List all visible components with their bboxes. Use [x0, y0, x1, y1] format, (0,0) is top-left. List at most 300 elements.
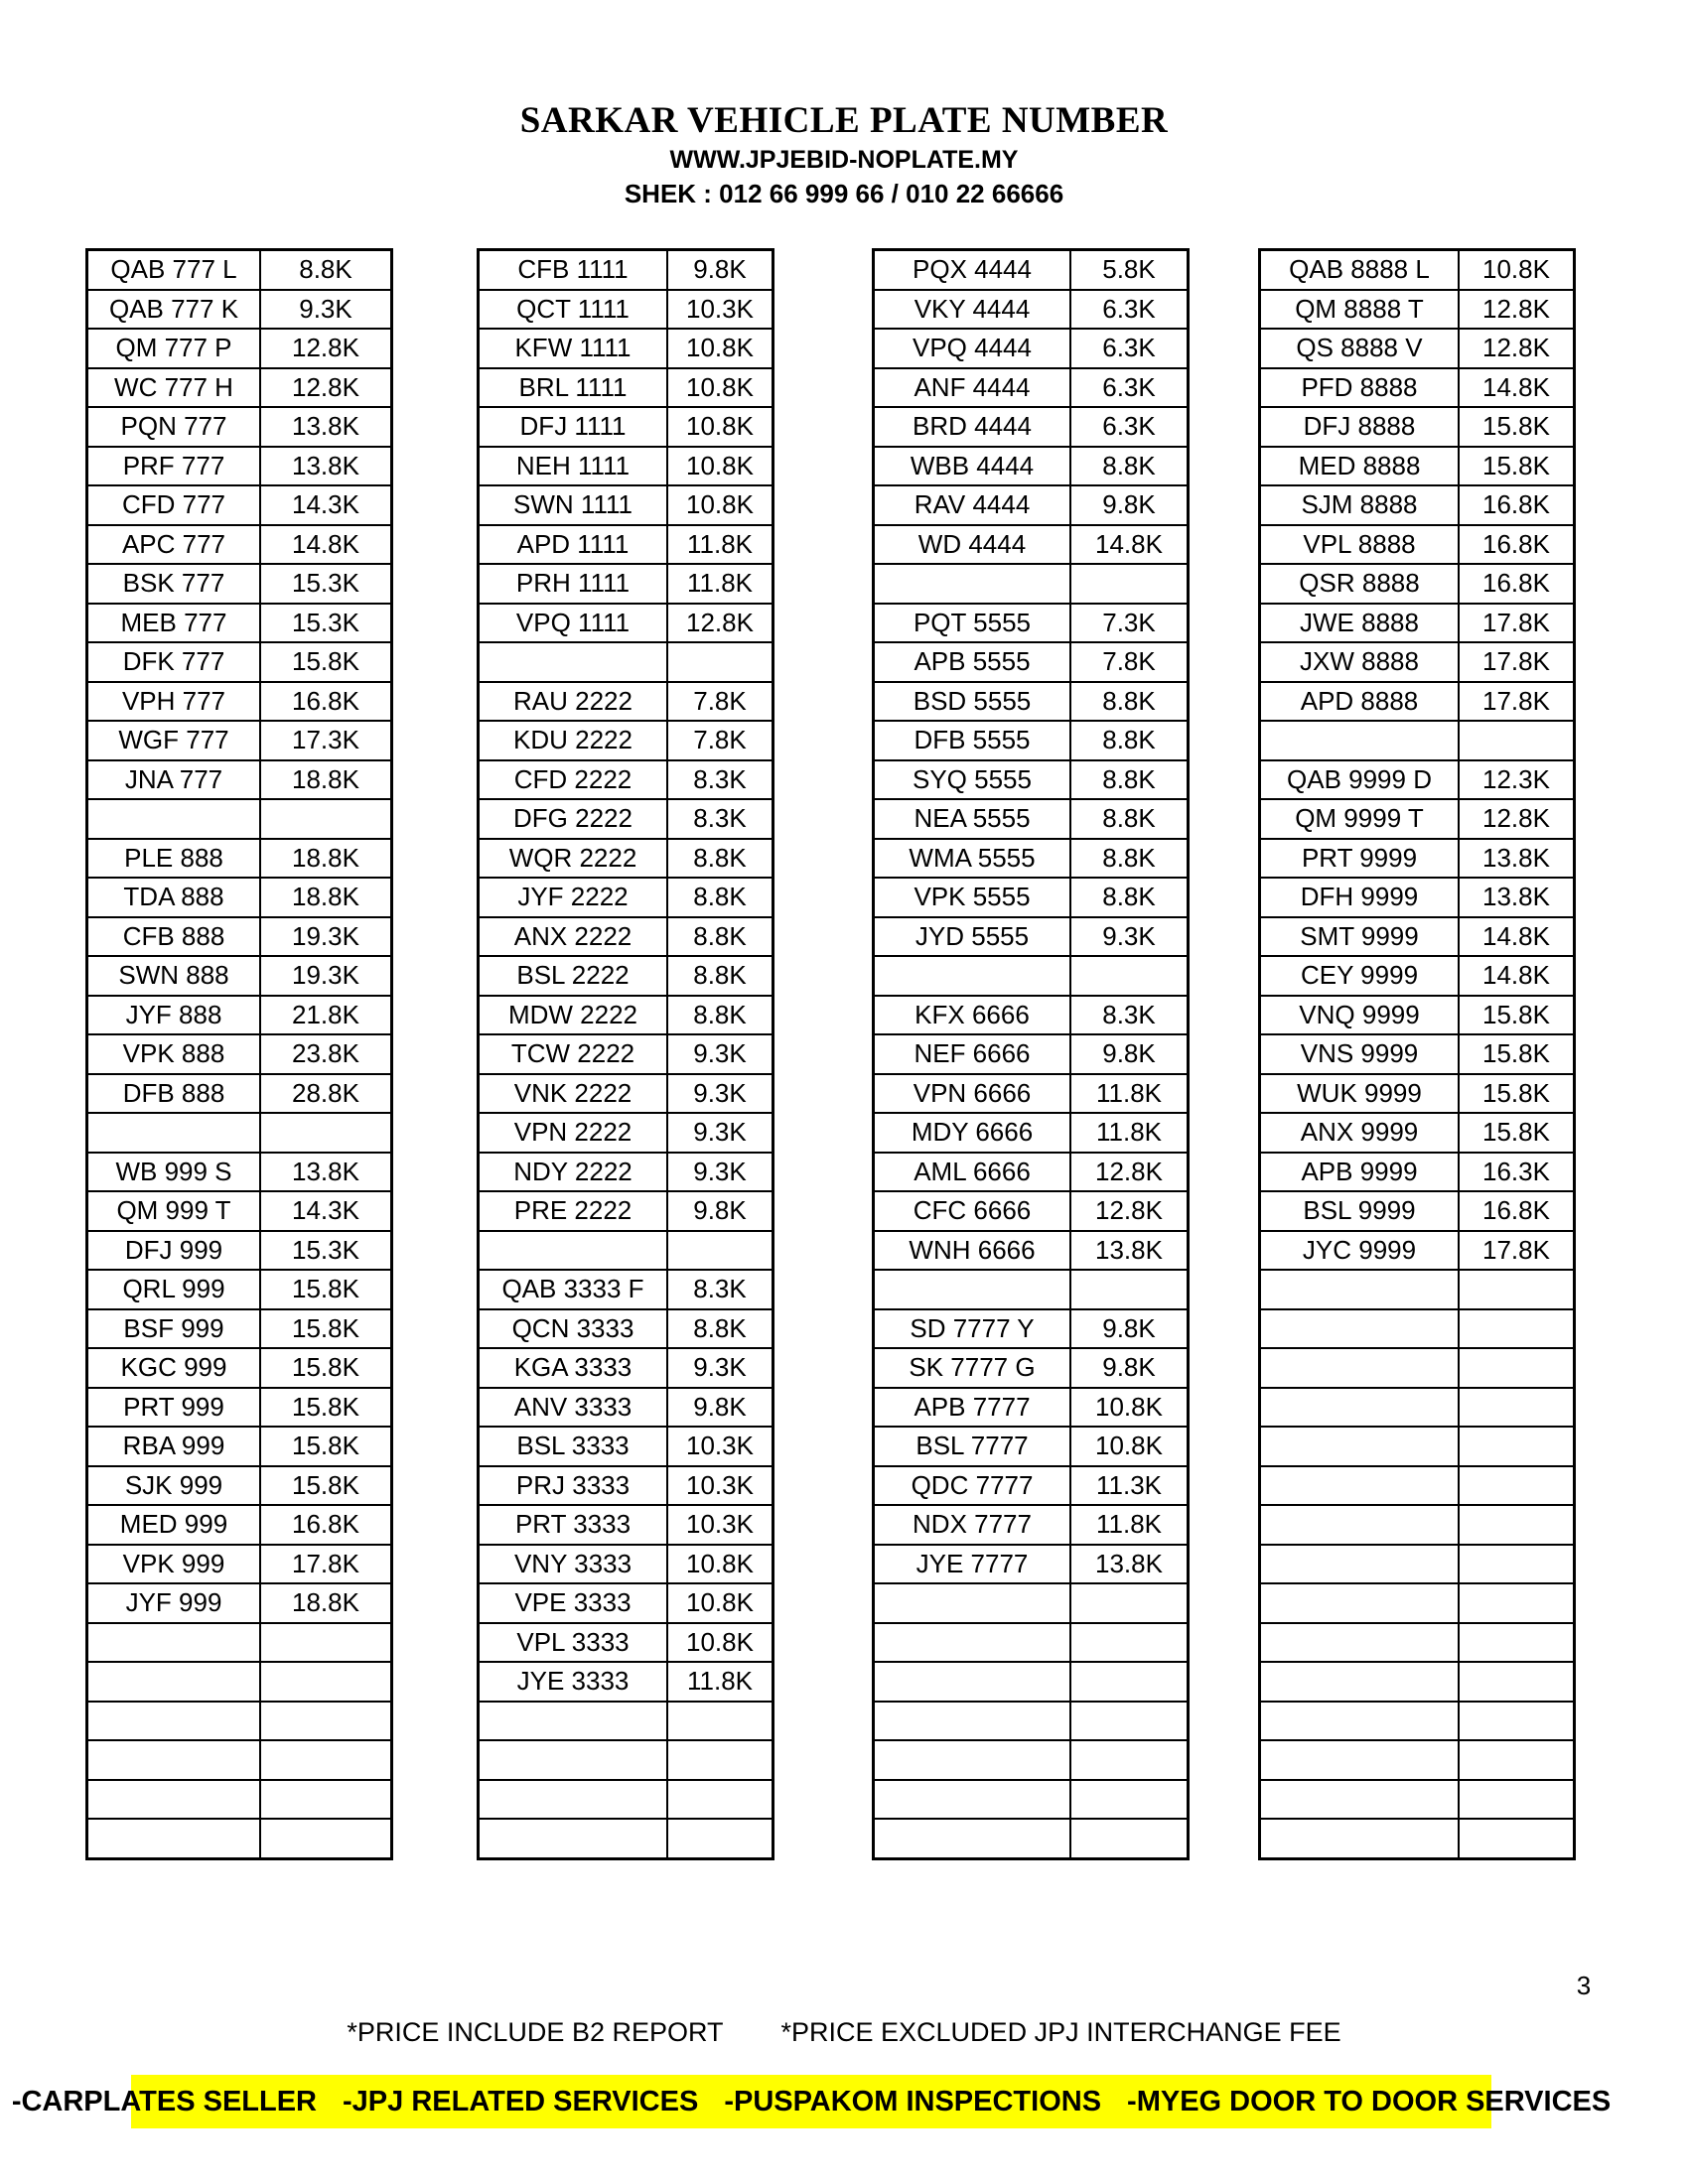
- page-title: SARKAR VEHICLE PLATE NUMBER: [519, 100, 1169, 141]
- price-cell: [260, 1113, 392, 1153]
- price-cell: [1459, 1819, 1575, 1858]
- table-row: [479, 1074, 774, 1114]
- table-row: [87, 1740, 392, 1780]
- price-cell: 12.8K: [1459, 329, 1575, 368]
- plate-number-cell: [874, 956, 1071, 996]
- plate-number-cell: VPN 6666: [874, 1074, 1071, 1114]
- plate-number-cell: JNA 777: [87, 760, 261, 800]
- plate-number-cell: JYD 5555: [874, 917, 1071, 957]
- table-row: [479, 407, 774, 447]
- price-cell: 9.3K: [260, 290, 392, 330]
- plate-number-cell: VPQ 4444: [874, 329, 1071, 368]
- table-row: [874, 1780, 1189, 1820]
- table-row: [479, 525, 774, 565]
- plate-number-cell: SMT 9999: [1260, 917, 1460, 957]
- price-cell: 10.8K: [667, 329, 774, 368]
- plate-number-cell: QCT 1111: [479, 290, 668, 330]
- plate-number-cell: WUK 9999: [1260, 1074, 1460, 1114]
- table-row: [874, 1819, 1189, 1858]
- price-cell: 14.8K: [1070, 525, 1189, 565]
- plate-number-cell: VNS 9999: [1260, 1034, 1460, 1074]
- plate-number-cell: PRH 1111: [479, 564, 668, 604]
- plate-number-cell: PQX 4444: [874, 250, 1071, 290]
- price-cell: 11.8K: [1070, 1113, 1189, 1153]
- price-cell: 8.3K: [667, 1270, 774, 1309]
- plate-number-cell: APB 9999: [1260, 1153, 1460, 1192]
- price-cell: 7.8K: [1070, 642, 1189, 682]
- plate-number-cell: VNY 3333: [479, 1545, 668, 1584]
- price-cell: 17.8K: [1459, 1231, 1575, 1271]
- table-row: [1260, 1113, 1575, 1153]
- plate-number-cell: DFB 888: [87, 1074, 261, 1114]
- plate-number-cell: BSD 5555: [874, 682, 1071, 722]
- price-cell: 13.8K: [260, 407, 392, 447]
- plate-number-cell: DFB 5555: [874, 721, 1071, 760]
- plate-number-cell: CFD 2222: [479, 760, 668, 800]
- price-cell: 16.8K: [1459, 1191, 1575, 1231]
- table-row: [1260, 682, 1575, 722]
- plate-number-cell: [874, 1623, 1071, 1663]
- plate-number-cell: [479, 1702, 668, 1741]
- table-row: [1260, 721, 1575, 760]
- plate-number-cell: BSL 9999: [1260, 1191, 1460, 1231]
- table-row: [1260, 799, 1575, 839]
- table-row: [1260, 368, 1575, 408]
- price-cell: [1459, 1348, 1575, 1388]
- price-cell: 9.8K: [667, 250, 774, 290]
- price-cell: [1459, 1545, 1575, 1584]
- price-cell: 15.3K: [260, 564, 392, 604]
- price-cell: 13.8K: [1459, 839, 1575, 879]
- table-row: [87, 1662, 392, 1702]
- price-cell: 23.8K: [260, 1034, 392, 1074]
- plate-number-cell: SJM 8888: [1260, 485, 1460, 525]
- table-row: [479, 878, 774, 917]
- table-row: [87, 525, 392, 565]
- price-cell: 12.8K: [667, 604, 774, 643]
- table-row: [874, 564, 1189, 604]
- plate-number-cell: PRT 999: [87, 1388, 261, 1428]
- plate-number-cell: JYE 3333: [479, 1662, 668, 1702]
- plate-number-cell: [1260, 1583, 1460, 1623]
- price-cell: 15.8K: [260, 1427, 392, 1466]
- table-row: [1260, 760, 1575, 800]
- price-cell: 6.3K: [1070, 407, 1189, 447]
- price-cell: [1070, 1270, 1189, 1309]
- plate-number-cell: CEY 9999: [1260, 956, 1460, 996]
- price-cell: [1070, 1780, 1189, 1820]
- price-cell: 7.3K: [1070, 604, 1189, 643]
- price-cell: 15.8K: [1459, 1113, 1575, 1153]
- plate-number-cell: BSK 777: [87, 564, 261, 604]
- price-cell: 16.8K: [260, 682, 392, 722]
- price-cell: [1459, 1780, 1575, 1820]
- plate-number-cell: [87, 1819, 261, 1858]
- table-row: [1260, 1583, 1575, 1623]
- table-row: [874, 1662, 1189, 1702]
- price-cell: 10.8K: [667, 407, 774, 447]
- table-row: [87, 564, 392, 604]
- price-cell: 8.8K: [667, 839, 774, 879]
- price-cell: 16.8K: [1459, 485, 1575, 525]
- table-row: [87, 1034, 392, 1074]
- price-cell: 8.8K: [1070, 799, 1189, 839]
- plate-number-cell: NEA 5555: [874, 799, 1071, 839]
- table-row: [874, 1348, 1189, 1388]
- plate-number-cell: JWE 8888: [1260, 604, 1460, 643]
- table-row: [87, 368, 392, 408]
- table-row: [479, 799, 774, 839]
- price-cell: 17.8K: [1459, 682, 1575, 722]
- price-cell: [260, 1780, 392, 1820]
- price-cell: 15.8K: [1459, 407, 1575, 447]
- table-row: [874, 917, 1189, 957]
- plate-number-cell: DFJ 1111: [479, 407, 668, 447]
- plate-number-cell: NEH 1111: [479, 447, 668, 486]
- plate-number-cell: ANV 3333: [479, 1388, 668, 1428]
- plate-number-cell: VPH 777: [87, 682, 261, 722]
- table-row: [87, 682, 392, 722]
- price-cell: [1070, 956, 1189, 996]
- table-row: [1260, 996, 1575, 1035]
- plate-number-cell: QM 777 P: [87, 329, 261, 368]
- price-cell: 12.8K: [1070, 1153, 1189, 1192]
- plate-number-cell: [874, 1662, 1071, 1702]
- plate-number-cell: MEB 777: [87, 604, 261, 643]
- table-row: [874, 1702, 1189, 1741]
- plate-number-cell: VPQ 1111: [479, 604, 668, 643]
- plate-number-cell: QAB 3333 F: [479, 1270, 668, 1309]
- plate-number-cell: APD 1111: [479, 525, 668, 565]
- plate-number-cell: WD 4444: [874, 525, 1071, 565]
- plate-number-cell: QAB 9999 D: [1260, 760, 1460, 800]
- plate-number-cell: PRJ 3333: [479, 1466, 668, 1506]
- price-cell: 13.8K: [260, 447, 392, 486]
- table-row: [87, 250, 392, 290]
- table-row: [1260, 1270, 1575, 1309]
- plate-number-cell: DFJ 8888: [1260, 407, 1460, 447]
- plate-number-cell: QSR 8888: [1260, 564, 1460, 604]
- table-row: [479, 1309, 774, 1349]
- price-cell: 11.8K: [1070, 1505, 1189, 1545]
- plate-number-cell: [874, 1819, 1071, 1858]
- table-row: [874, 329, 1189, 368]
- table-row: [1260, 1034, 1575, 1074]
- plate-number-cell: DFG 2222: [479, 799, 668, 839]
- table-row: [479, 1702, 774, 1741]
- price-cell: 28.8K: [260, 1074, 392, 1114]
- table-row: [1260, 525, 1575, 565]
- price-cell: 10.8K: [1459, 250, 1575, 290]
- table-row: [1260, 1780, 1575, 1820]
- price-cell: 8.8K: [1070, 721, 1189, 760]
- table-row: [479, 1466, 774, 1506]
- table-row: [874, 1740, 1189, 1780]
- table-row: [874, 1153, 1189, 1192]
- price-cell: [667, 1702, 774, 1741]
- price-cell: 17.8K: [1459, 642, 1575, 682]
- price-cell: 9.8K: [1070, 1309, 1189, 1349]
- plate-number-cell: RAV 4444: [874, 485, 1071, 525]
- website-url: WWW.JPJEBID-NOPLATE.MY: [669, 146, 1019, 174]
- table-row: [1260, 447, 1575, 486]
- table-row: [87, 1819, 392, 1858]
- table-row: [874, 1074, 1189, 1114]
- price-cell: 9.8K: [1070, 1034, 1189, 1074]
- price-cell: [1459, 1388, 1575, 1428]
- table-row: [87, 996, 392, 1035]
- price-cell: [260, 1702, 392, 1741]
- plate-number-cell: QM 999 T: [87, 1191, 261, 1231]
- price-cell: [260, 1819, 392, 1858]
- plate-number-cell: QM 9999 T: [1260, 799, 1460, 839]
- price-cell: 6.3K: [1070, 290, 1189, 330]
- table-row: [87, 329, 392, 368]
- table-row: [1260, 407, 1575, 447]
- table-row: [87, 799, 392, 839]
- plate-number-cell: [479, 1819, 668, 1858]
- table-row: [874, 290, 1189, 330]
- price-cell: [1459, 1309, 1575, 1349]
- price-cell: [1459, 1702, 1575, 1741]
- table-row: [87, 1191, 392, 1231]
- price-cell: 14.3K: [260, 1191, 392, 1231]
- price-cell: [667, 1231, 774, 1271]
- price-cell: 6.3K: [1070, 368, 1189, 408]
- plate-number-cell: [1260, 1545, 1460, 1584]
- price-cell: [1459, 1270, 1575, 1309]
- plate-number-cell: APC 777: [87, 525, 261, 565]
- price-cell: 15.8K: [260, 1388, 392, 1428]
- plate-number-cell: VPK 5555: [874, 878, 1071, 917]
- price-notes-line: [0, 2017, 1688, 2048]
- table-row: [479, 1740, 774, 1780]
- table-row: [874, 368, 1189, 408]
- price-cell: 9.3K: [667, 1034, 774, 1074]
- table-row: [874, 604, 1189, 643]
- plate-number-cell: MDY 6666: [874, 1113, 1071, 1153]
- plate-number-cell: VKY 4444: [874, 290, 1071, 330]
- table-row: [87, 447, 392, 486]
- price-cell: [667, 1740, 774, 1780]
- plate-number-cell: MED 8888: [1260, 447, 1460, 486]
- plate-number-cell: [87, 1780, 261, 1820]
- price-cell: 16.8K: [1459, 564, 1575, 604]
- price-cell: 8.3K: [1070, 996, 1189, 1035]
- plate-number-cell: JYF 999: [87, 1583, 261, 1623]
- plate-number-cell: WQR 2222: [479, 839, 668, 879]
- table-row: [874, 1505, 1189, 1545]
- price-cell: 16.8K: [1459, 525, 1575, 565]
- price-cell: 8.8K: [1070, 447, 1189, 486]
- price-cell: [1070, 1702, 1189, 1741]
- price-cell: [260, 1662, 392, 1702]
- price-cell: [1459, 1505, 1575, 1545]
- plate-number-cell: [479, 1231, 668, 1271]
- service-item-jpj: -JPJ RELATED SERVICES: [343, 2085, 699, 2117]
- price-cell: [667, 642, 774, 682]
- plate-number-cell: QAB 777 K: [87, 290, 261, 330]
- price-cell: 15.8K: [1459, 996, 1575, 1035]
- plate-number-cell: MED 999: [87, 1505, 261, 1545]
- table-row: [1260, 956, 1575, 996]
- table-row: [87, 1074, 392, 1114]
- price-cell: 12.8K: [1070, 1191, 1189, 1231]
- price-cell: 15.3K: [260, 1231, 392, 1271]
- price-cell: 8.8K: [667, 878, 774, 917]
- plate-number-cell: [1260, 1466, 1460, 1506]
- price-cell: [1459, 1662, 1575, 1702]
- plate-number-cell: KGA 3333: [479, 1348, 668, 1388]
- table-row: [479, 917, 774, 957]
- plate-number-cell: QDC 7777: [874, 1466, 1071, 1506]
- price-cell: [1459, 1427, 1575, 1466]
- plate-number-cell: [87, 799, 261, 839]
- plate-number-cell: BSL 2222: [479, 956, 668, 996]
- price-cell: 15.8K: [1459, 447, 1575, 486]
- plate-number-cell: VPL 3333: [479, 1623, 668, 1663]
- table-row: [87, 1780, 392, 1820]
- plate-number-cell: WB 999 S: [87, 1153, 261, 1192]
- table-row: [479, 447, 774, 486]
- table-row: [87, 604, 392, 643]
- plate-number-cell: SD 7777 Y: [874, 1309, 1071, 1349]
- plate-number-cell: [1260, 1623, 1460, 1663]
- plate-number-cell: [87, 1113, 261, 1153]
- price-note-exclude: *PRICE EXCLUDED JPJ INTERCHANGE FEE: [780, 2017, 1341, 2047]
- plate-number-cell: BRD 4444: [874, 407, 1071, 447]
- price-cell: 15.8K: [260, 642, 392, 682]
- table-row: [479, 250, 774, 290]
- plate-number-cell: KFW 1111: [479, 329, 668, 368]
- price-cell: 14.3K: [260, 485, 392, 525]
- plate-number-cell: KDU 2222: [479, 721, 668, 760]
- price-cell: 10.3K: [667, 1505, 774, 1545]
- price-cell: 9.3K: [667, 1074, 774, 1114]
- price-cell: 11.3K: [1070, 1466, 1189, 1506]
- plate-number-cell: RBA 999: [87, 1427, 261, 1466]
- table-row: [1260, 604, 1575, 643]
- plate-number-cell: KFX 6666: [874, 996, 1071, 1035]
- table-row: [479, 1153, 774, 1192]
- service-item-carplates: -CARPLATES SELLER: [11, 2085, 318, 2117]
- price-cell: 12.3K: [1459, 760, 1575, 800]
- plate-number-cell: [874, 1583, 1071, 1623]
- price-cell: 8.8K: [1070, 760, 1189, 800]
- plate-number-cell: QRL 999: [87, 1270, 261, 1309]
- table-row: [874, 1388, 1189, 1428]
- table-row: [479, 1819, 774, 1858]
- plate-number-cell: AML 6666: [874, 1153, 1071, 1192]
- plate-number-cell: QAB 777 L: [87, 250, 261, 290]
- plate-number-cell: VPK 888: [87, 1034, 261, 1074]
- plate-number-cell: DFJ 999: [87, 1231, 261, 1271]
- price-cell: [1459, 1466, 1575, 1506]
- plate-number-cell: VNK 2222: [479, 1074, 668, 1114]
- table-row: [874, 839, 1189, 879]
- services-banner: [11, 2075, 1612, 2128]
- price-cell: [1459, 1583, 1575, 1623]
- table-row: [1260, 290, 1575, 330]
- table-row: [874, 878, 1189, 917]
- plate-number-cell: SYQ 5555: [874, 760, 1071, 800]
- price-cell: [1070, 1740, 1189, 1780]
- table-row: [479, 1780, 774, 1820]
- plate-number-cell: BSF 999: [87, 1309, 261, 1349]
- price-cell: 8.8K: [667, 917, 774, 957]
- price-cell: 19.3K: [260, 917, 392, 957]
- plate-number-cell: ANX 2222: [479, 917, 668, 957]
- plate-number-cell: PRE 2222: [479, 1191, 668, 1231]
- plate-number-cell: [874, 1780, 1071, 1820]
- plate-number-cell: JXW 8888: [1260, 642, 1460, 682]
- price-cell: 8.8K: [667, 1309, 774, 1349]
- table-row: [874, 956, 1189, 996]
- table-row: [874, 1191, 1189, 1231]
- plate-number-cell: APB 5555: [874, 642, 1071, 682]
- price-cell: 21.8K: [260, 996, 392, 1035]
- price-cell: 13.8K: [1070, 1231, 1189, 1271]
- price-cell: 9.8K: [667, 1191, 774, 1231]
- plate-number-cell: WGF 777: [87, 721, 261, 760]
- plate-number-cell: PRT 3333: [479, 1505, 668, 1545]
- price-cell: 14.8K: [1459, 956, 1575, 996]
- table-row: [1260, 329, 1575, 368]
- plate-number-cell: WC 777 H: [87, 368, 261, 408]
- plate-number-cell: [479, 1780, 668, 1820]
- plate-number-cell: PRF 777: [87, 447, 261, 486]
- plate-number-cell: [479, 642, 668, 682]
- plate-number-cell: QS 8888 V: [1260, 329, 1460, 368]
- price-cell: 14.8K: [260, 525, 392, 565]
- table-row: [874, 447, 1189, 486]
- price-cell: 11.8K: [1070, 1074, 1189, 1114]
- table-row: [874, 407, 1189, 447]
- price-cell: 9.3K: [1070, 917, 1189, 957]
- price-cell: 10.8K: [667, 368, 774, 408]
- price-cell: 15.8K: [260, 1309, 392, 1349]
- table-row: [87, 1505, 392, 1545]
- table-row: [1260, 1388, 1575, 1428]
- plate-number-cell: PQN 777: [87, 407, 261, 447]
- table-row: [479, 1662, 774, 1702]
- table-row: [1260, 250, 1575, 290]
- plate-number-cell: JYE 7777: [874, 1545, 1071, 1584]
- plate-number-cell: [479, 1740, 668, 1780]
- table-row: [87, 839, 392, 879]
- table-row: [87, 917, 392, 957]
- price-cell: 11.8K: [667, 564, 774, 604]
- price-cell: 10.8K: [667, 1623, 774, 1663]
- plate-number-cell: NDX 7777: [874, 1505, 1071, 1545]
- price-cell: 8.3K: [667, 799, 774, 839]
- price-cell: 16.3K: [1459, 1153, 1575, 1192]
- table-row: [87, 1583, 392, 1623]
- table-row: [479, 368, 774, 408]
- table-row: [479, 1113, 774, 1153]
- table-row: [874, 682, 1189, 722]
- plate-number-cell: BRL 1111: [479, 368, 668, 408]
- plate-number-cell: [1260, 1702, 1460, 1741]
- plate-number-cell: DFH 9999: [1260, 878, 1460, 917]
- price-cell: 14.8K: [1459, 368, 1575, 408]
- plate-number-cell: [1260, 1309, 1460, 1349]
- price-cell: 17.8K: [1459, 604, 1575, 643]
- plate-number-cell: BSL 7777: [874, 1427, 1071, 1466]
- plate-number-cell: [1260, 1740, 1460, 1780]
- price-cell: 10.8K: [667, 1545, 774, 1584]
- table-row: [874, 1466, 1189, 1506]
